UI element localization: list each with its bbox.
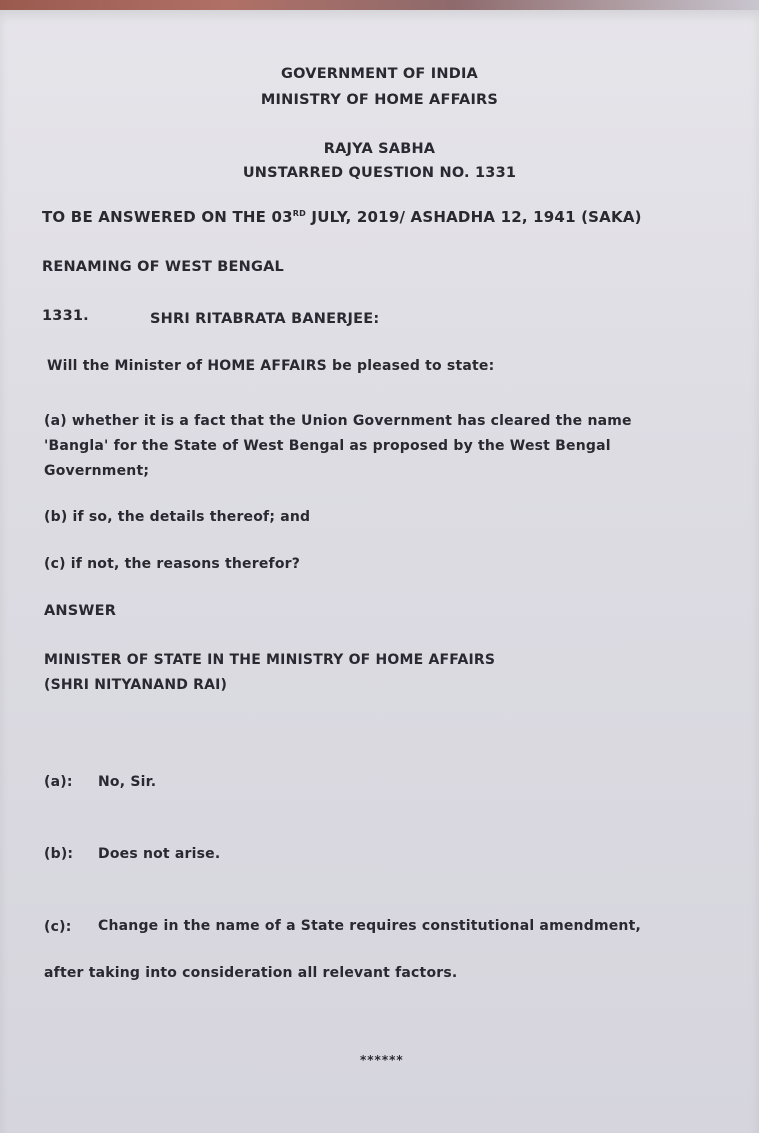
- member-name: SHRI RITABRATA BANERJEE:: [150, 311, 380, 327]
- answer-a-label: (a):: [44, 774, 73, 790]
- minister-line2: (SHRI NITYANAND RAI): [44, 677, 228, 693]
- question-a-line3: Government;: [44, 463, 150, 479]
- answer-b-label: (b):: [44, 846, 74, 862]
- answer-heading: ANSWER: [44, 603, 117, 619]
- house-heading: RAJYA SABHA: [323, 141, 436, 157]
- question-a-line2: 'Bangla' for the State of West Bengal as proposed by the West Bengal: [44, 438, 611, 454]
- question-b: (b) if so, the details thereof; and: [44, 509, 311, 525]
- answer-date-suffix: JULY, 2019/ ASHADHA 12, 1941 (SAKA): [306, 208, 642, 226]
- answer-a-text: No, Sir.: [98, 774, 157, 790]
- answer-date-superscript: RD: [292, 209, 306, 218]
- question-number: 1331.: [42, 308, 89, 324]
- document-page: [0, 10, 759, 1133]
- end-mark: ******: [360, 1053, 404, 1067]
- subject-line: RENAMING OF WEST BENGAL: [42, 259, 284, 275]
- minister-line1: MINISTER OF STATE IN THE MINISTRY OF HOME AFFAIRS: [44, 652, 496, 668]
- answer-date-line: [42, 208, 642, 226]
- answer-date-prefix: TO BE ANSWERED ON THE 03: [42, 208, 293, 226]
- answer-c-text1: Change in the name of a State requires constitutional amendment,: [98, 918, 642, 934]
- question-a-line1: (a) whether it is a fact that the Union Government has cleared the name: [44, 413, 632, 429]
- answer-c-text2: after taking into consideration all relevant factors.: [44, 965, 458, 981]
- question-intro: Will the Minister of HOME AFFAIRS be pleased to state:: [47, 358, 495, 374]
- answer-c-label: (c):: [44, 919, 72, 935]
- question-number-heading: UNSTARRED QUESTION NO. 1331: [242, 165, 517, 181]
- ministry-heading: MINISTRY OF HOME AFFAIRS: [260, 92, 499, 108]
- govt-heading: GOVERNMENT OF INDIA: [281, 66, 478, 82]
- answer-b-text: Does not arise.: [98, 846, 221, 862]
- question-c: (c) if not, the reasons therefor?: [44, 556, 301, 572]
